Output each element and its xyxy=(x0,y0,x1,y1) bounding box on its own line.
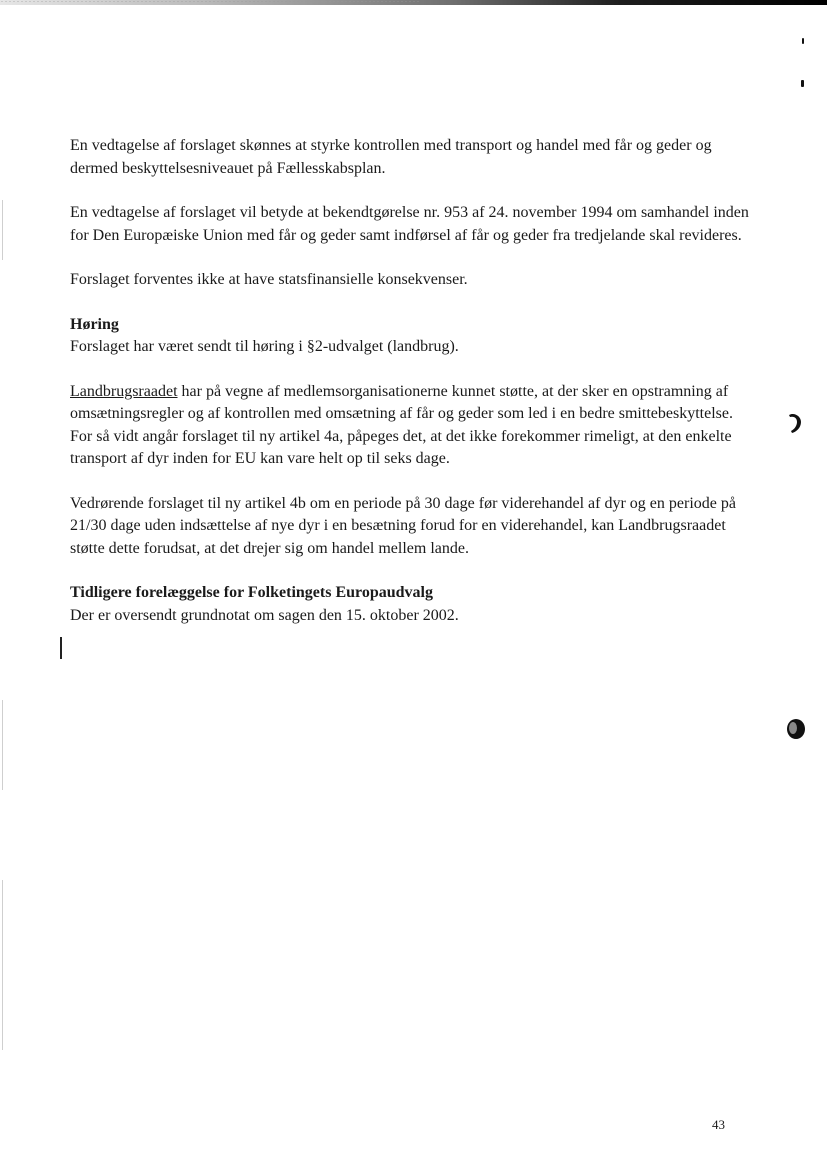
scan-edge-mark xyxy=(2,880,3,1050)
revision-change-bar xyxy=(60,637,62,659)
body-paragraph: Der er oversendt grundnotat om sagen den 15. oktober 2002. xyxy=(70,606,459,624)
binding-hole-mark xyxy=(788,412,802,434)
body-paragraph: En vedtagelse af forslaget skønnes at styrke kontrollen med transport og handel med får og geder og dermed beskyttelsesniveauet på Fællesskabsplan. xyxy=(70,137,712,177)
body-paragraph: Vedrørende forslaget til ny artikel 4b om en periode på 30 dage før viderehandel af dyr og en periode på 21/30 dage uden indsættelse af nye dyr i en besætning forud for en viderehandel, kan Landbrugsraadet støtte dette forudsat, at det drejer sig om handel mellem lande. xyxy=(70,494,736,557)
document-body xyxy=(70,135,750,649)
body-paragraph xyxy=(70,381,750,471)
binding-hole-mark xyxy=(786,718,806,740)
body-paragraph: Forslaget har været sendt til høring i §2-udvalget (landbrug). xyxy=(70,338,459,355)
scan-edge-mark xyxy=(2,700,3,790)
section-heading-hoering: Høring xyxy=(70,315,119,333)
scan-speck xyxy=(801,80,804,87)
section-heading-previous: Tidligere forelæggelse for Folketingets Europaudvalg xyxy=(70,584,433,601)
scan-edge-mark xyxy=(2,200,3,260)
paragraph-text: har på vegne af medlemsorganisationerne kunnet støtte, at der sker en opstramning af omsætningsregler og af kontrollen med omsætning af får og geder som led i en bedre smittebeskyttelse. For så vidt angår forslaget til ny artikel 4a, påpeges det, at det ikke forekommer rimeligt, at den enkelte transport af dyr inden for EU kan vare helt op til seks dage. xyxy=(70,382,733,467)
body-paragraph: En vedtagelse af forslaget vil betyde at bekendtgørelse nr. 953 af 24. november 1994 om samhandel inden for Den Europæiske Union med får og geder samt indførsel af får og geder fra tredjelande skal revideres. xyxy=(70,204,749,244)
page-number: 43 xyxy=(712,1117,725,1132)
scan-speck xyxy=(802,38,804,44)
scan-top-noise xyxy=(0,0,420,4)
org-name-underlined: Landbrugsraadet xyxy=(70,382,178,400)
body-paragraph: Forslaget forventes ikke at have statsfinansielle konsekvenser. xyxy=(70,271,468,288)
